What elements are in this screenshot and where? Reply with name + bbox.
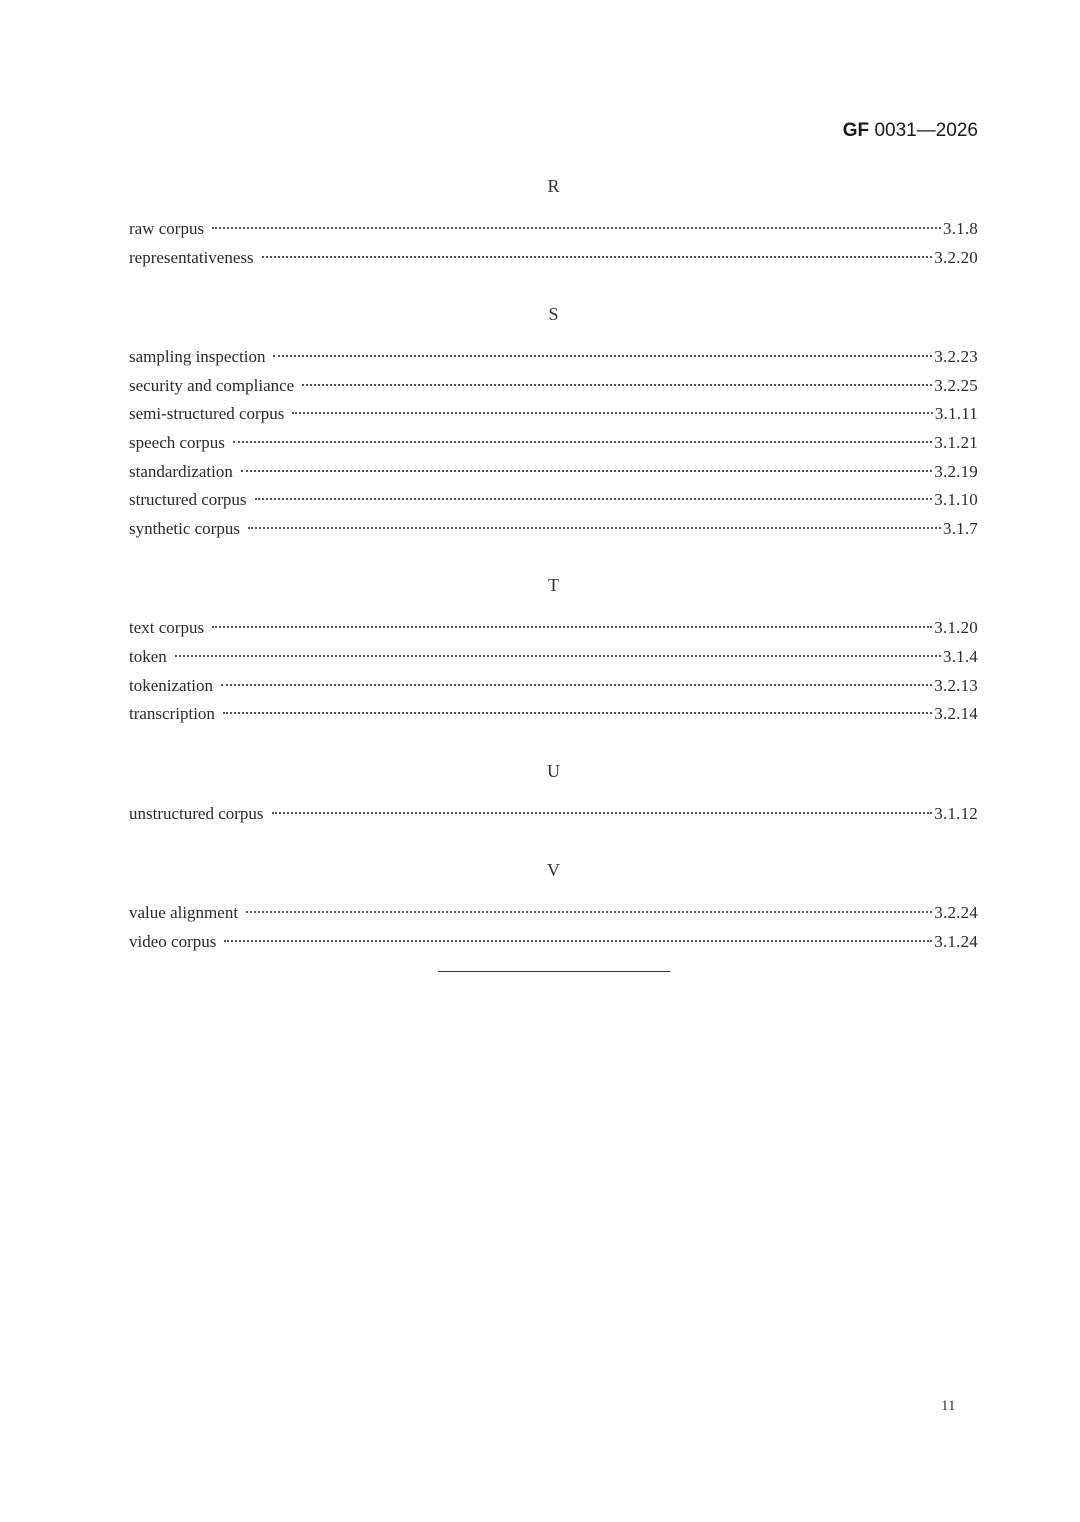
index-entry	[129, 219, 978, 248]
index-entry	[129, 903, 978, 932]
dot-leader	[273, 355, 932, 357]
dot-leader	[292, 412, 933, 414]
dot-leader	[262, 256, 933, 258]
document-code-number: 0031—2026	[874, 120, 978, 141]
entry-reference: 3.2.24	[934, 903, 978, 923]
section-letter: S	[548, 304, 559, 325]
index-section-t	[129, 571, 978, 732]
entry-reference: 3.2.14	[934, 704, 978, 724]
dot-leader	[248, 527, 941, 529]
entry-term: unstructured corpus	[129, 803, 264, 823]
dot-leader	[221, 684, 932, 686]
entry-reference: 3.2.13	[934, 675, 978, 695]
index-entry	[129, 647, 978, 676]
entry-term: speech corpus	[129, 432, 225, 452]
section-letter: V	[547, 860, 560, 881]
entry-term: video corpus	[129, 931, 217, 951]
dot-leader	[233, 441, 932, 443]
entry-reference: 3.1.8	[943, 219, 978, 238]
index-section-r	[129, 172, 978, 276]
dot-leader	[302, 384, 932, 386]
section-letter: T	[548, 575, 559, 596]
document-code	[843, 120, 978, 142]
entry-reference: 3.1.21	[934, 432, 978, 452]
entry-reference: 3.2.20	[934, 247, 978, 267]
dot-leader	[175, 655, 941, 657]
entry-term: transcription	[129, 704, 215, 724]
section-letter: R	[547, 176, 560, 196]
index-entry	[129, 404, 978, 433]
entry-term: raw corpus	[129, 219, 205, 238]
index-section-s	[129, 300, 978, 547]
section-letter: U	[547, 760, 560, 781]
index-section-u	[129, 757, 978, 833]
entry-reference: 3.1.7	[943, 518, 978, 538]
term-index	[129, 172, 978, 961]
entry-term: semi-structured corpus	[129, 404, 285, 424]
entry-reference: 3.2.23	[934, 347, 978, 367]
entry-reference: 3.1.20	[934, 618, 978, 638]
entry-term: token	[129, 646, 167, 666]
dot-leader	[241, 470, 932, 472]
index-entry	[129, 376, 978, 405]
entry-term: value alignment	[129, 903, 239, 923]
document-code-prefix: GF	[842, 120, 870, 141]
entry-reference: 3.1.10	[934, 490, 978, 510]
entry-term: text corpus	[129, 618, 205, 638]
index-entry	[129, 618, 978, 647]
entry-term: standardization	[129, 461, 233, 481]
index-section-v	[129, 856, 978, 960]
dot-leader	[212, 227, 941, 229]
dot-leader	[224, 940, 932, 942]
entry-term: synthetic corpus	[129, 518, 240, 538]
dot-leader	[255, 498, 933, 500]
entry-reference: 3.1.12	[934, 803, 978, 823]
entry-reference: 3.2.25	[934, 375, 978, 395]
dot-leader	[223, 712, 932, 714]
index-entry	[129, 248, 978, 277]
index-entry	[129, 347, 978, 376]
dot-leader	[246, 911, 932, 913]
end-rule	[438, 971, 670, 972]
index-entry	[129, 433, 978, 462]
dot-leader	[212, 626, 932, 628]
index-entry	[129, 704, 978, 733]
index-entry	[129, 490, 978, 519]
entry-term: structured corpus	[129, 490, 247, 510]
index-entry	[129, 676, 978, 705]
entry-term: representativeness	[129, 247, 254, 267]
entry-reference: 3.1.4	[943, 646, 978, 666]
index-entry	[129, 804, 978, 833]
entry-term: security and compliance	[129, 375, 295, 395]
index-entry	[129, 932, 978, 961]
entry-term: tokenization	[129, 675, 214, 695]
index-entry	[129, 462, 978, 491]
entry-term: sampling inspection	[129, 347, 266, 367]
entry-reference: 3.1.24	[934, 931, 978, 951]
page-number: 11	[941, 1398, 956, 1414]
dot-leader	[272, 812, 933, 814]
entry-reference: 3.2.19	[934, 461, 978, 481]
entry-reference: 3.1.11	[934, 404, 978, 424]
index-entry	[129, 519, 978, 548]
